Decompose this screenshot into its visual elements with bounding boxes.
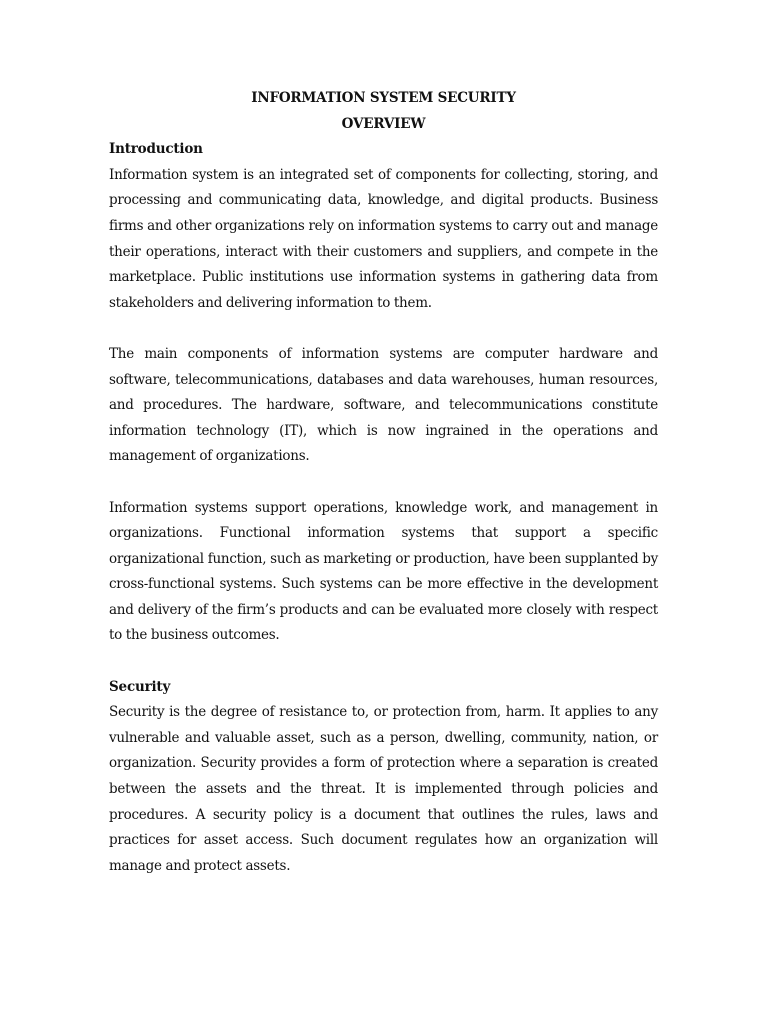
intro-paragraph-2: The main components of information systems are computer hardware and software, telecommunications, databases and data warehouses, human resources, and procedures. The hardware, software, and telecommunications constitute information technology (IT), which is now ingrained in the operations and management of organizations. — [109, 345, 658, 465]
document-page — [109, 86, 658, 879]
paragraph-spacer — [109, 316, 658, 342]
security-paragraph-1: Security is the degree of resistance to, or protection from, harm. It applies to any vulnerable and valuable asset, such as a person, dwelling, community, nation, or organization. Security provides a form of protection where a separation is created between the assets and the threat. It is implemented through policies and procedures. A security policy is a document that outlines the rules, laws and practices for asset access. Such document regulates how an organization will manage and protect assets. — [109, 704, 658, 874]
section-introduction — [109, 137, 658, 649]
section-heading-security: Security — [109, 678, 171, 695]
document-title-line1: INFORMATION SYSTEM SECURITY — [251, 90, 516, 106]
section-heading-introduction: Introduction — [109, 141, 203, 158]
section-spacer — [109, 649, 658, 675]
intro-paragraph-1: Information system is an integrated set of components for collecting, storing, and processing and communicating data, knowledge, and digital products. Business firms and other organizations rely on information systems to carry out and manage their operations, interact with their customers and suppliers, and compete in the marketplace. Public institutions use information systems in gathering data from stakeholders and delivering information to them. — [109, 166, 658, 311]
document-title-line2: OVERVIEW — [341, 115, 426, 132]
section-security — [109, 675, 658, 880]
paragraph-spacer — [109, 470, 658, 496]
intro-paragraph-3: Information systems support operations, knowledge work, and management in organizations. Functional information systems that support a specific organizational function, such as marketing or production, have been supplanted by cross-functional systems. Such systems can be more effective in the development and delivery of the firm’s products and can be evaluated more closely with respect to the business outcomes. — [109, 499, 658, 644]
